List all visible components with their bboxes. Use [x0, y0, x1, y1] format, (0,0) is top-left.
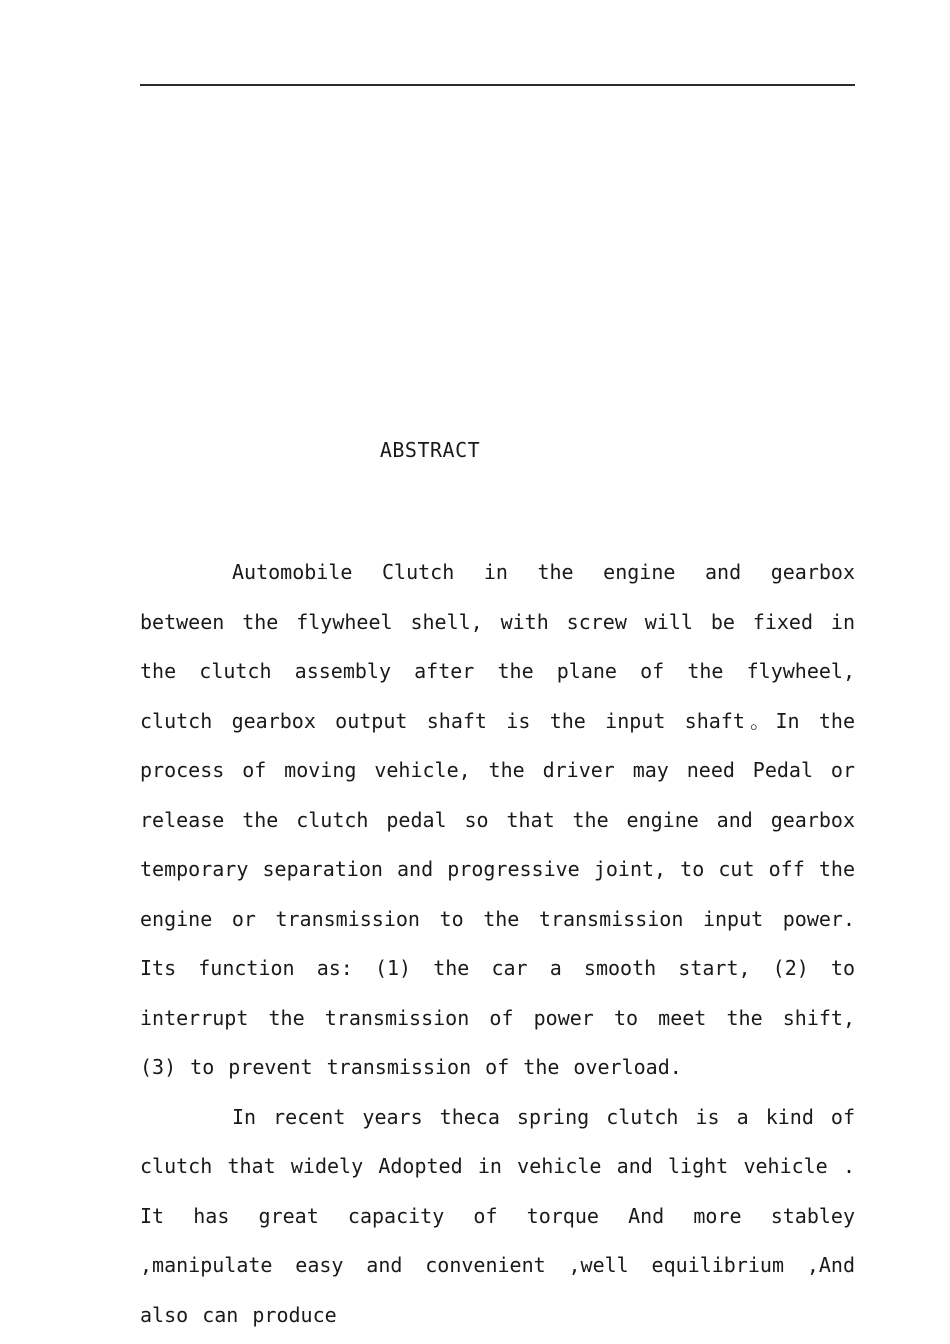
abstract-body	[140, 548, 855, 1340]
abstract-title: ABSTRACT	[379, 438, 481, 462]
paragraph-1: Automobile Clutch in the engine and gearbox between the flywheel shell, with screw will be fixed in the clutch assembly after the plane of the flywheel, clutch gearbox output shaft is the input shaft。In the process of moving vehicle, the driver may need Pedal or release the clutch pedal so that the engine and gearbox temporary separation and progressive joint, to cut off the engine or transmission to the transmission input power. Its function as: (1) the car a smooth start, (2) to interrupt the transmission of power to meet the shift, (3) to prevent transmission of the overload.	[140, 560, 855, 1079]
paragraph-2: In recent years theca spring clutch is a kind of clutch that widely Adopted in vehicle and light vehicle . It has great capacity of torque And more stabley ,manipulate easy and convenient ,well equilibrium ,And also can produce	[140, 1104, 855, 1327]
header-rule	[140, 84, 855, 86]
